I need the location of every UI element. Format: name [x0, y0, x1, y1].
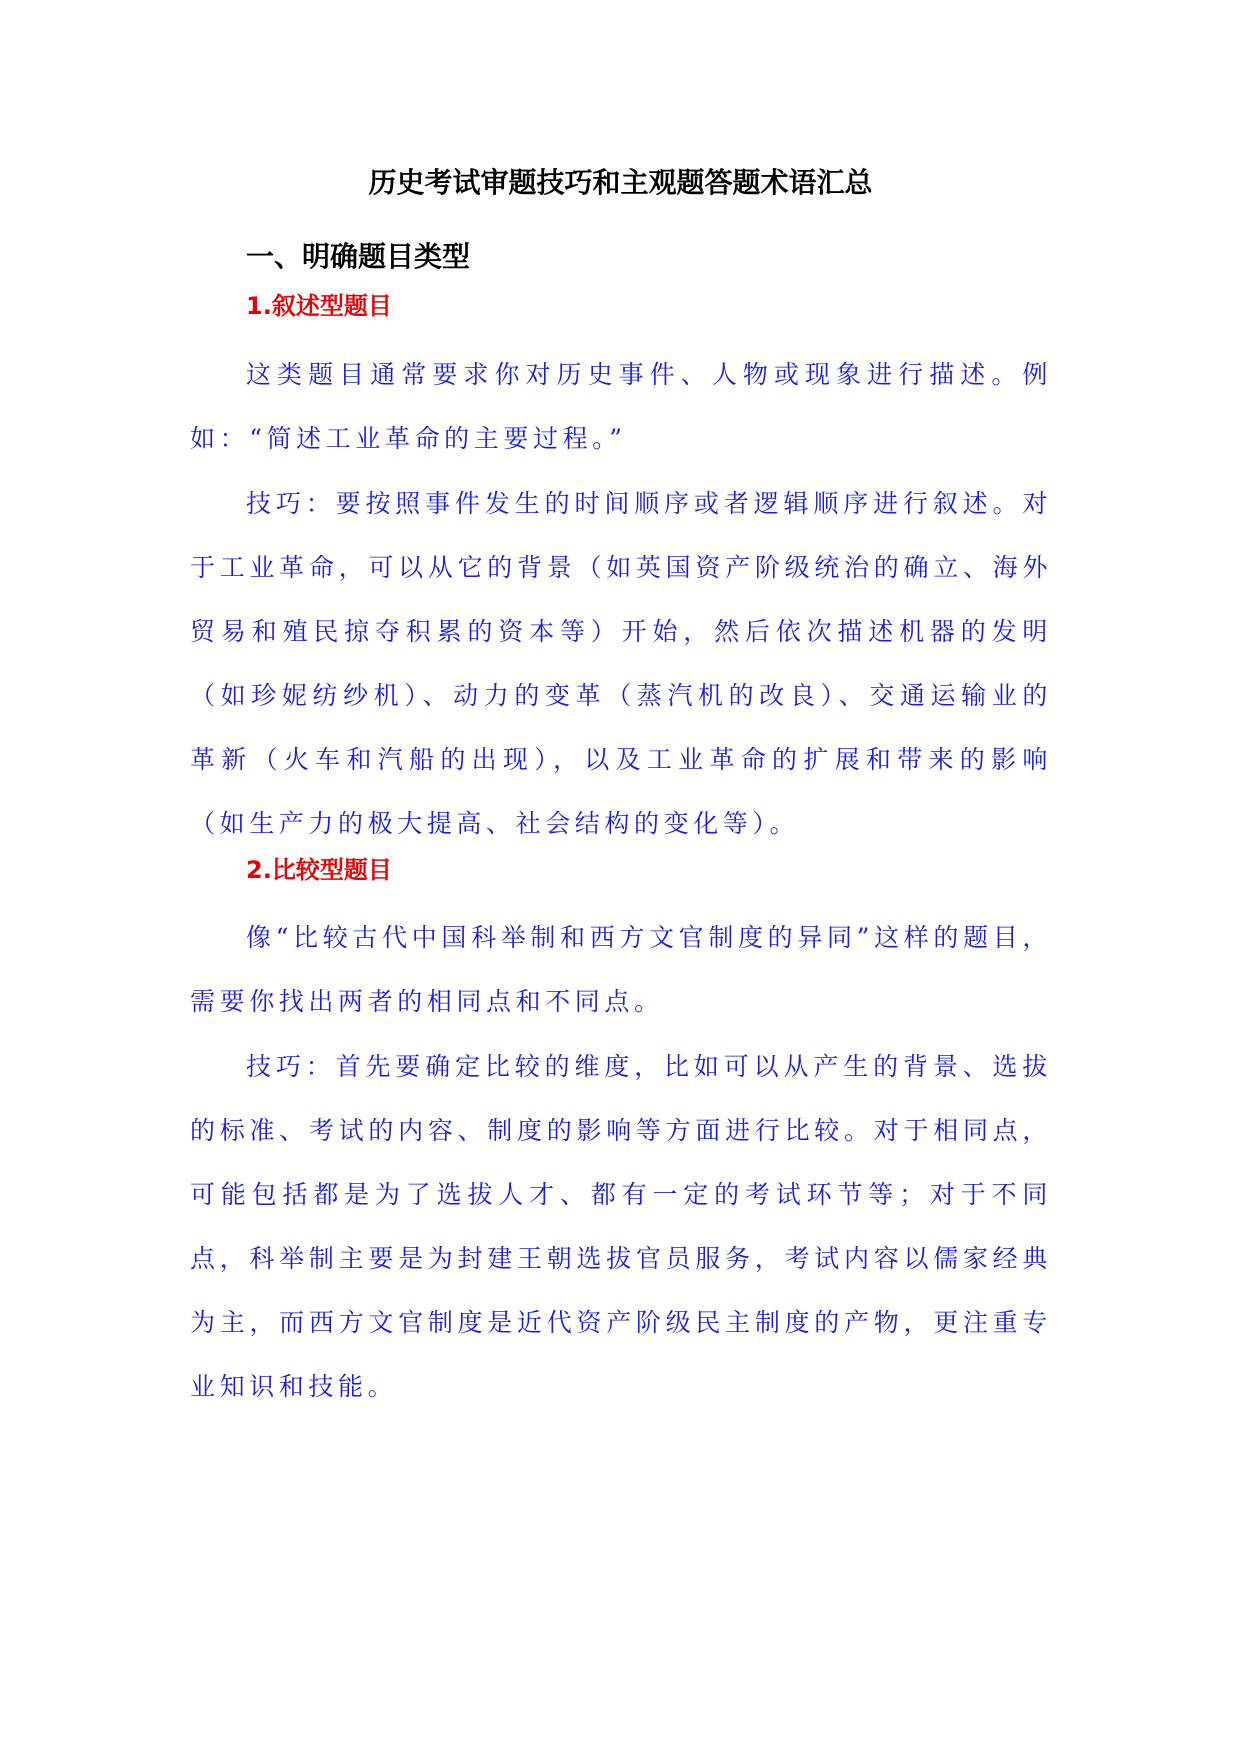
subsection-heading-comparison: 2.比较型题目 [246, 856, 392, 884]
subsection-heading-narrative: 1.叙述型题目 [246, 292, 392, 320]
paragraph-comparison-description: 像“比较古代中国科举制和西方文官制度的异同”这样的题目，需要你找出两者的相同点和不同点。 [190, 923, 1052, 1016]
paragraph-narrative-technique: 技巧：要按照事件发生的时间顺序或者逻辑顺序进行叙述。对于工业革命，可以从它的背景（如英国资产阶级统治的确立、海外贸易和殖民掠夺积累的资本等）开始，然后依次描述机器的发明（如珍妮纺纱机）、动力的变革（蒸汽机的改良）、交通运输业的革新（火车和汽船的出现），以及工业革命的扩展和带来的影响（如生产力的极大提高、社会结构的变化等）。 [190, 489, 1052, 838]
paragraph-comparison-technique: 技巧：首先要确定比较的维度，比如可以从产生的背景、选拔的标准、考试的内容、制度的影响等方面进行比较。对于相同点，可能包括都是为了选拔人才、都有一定的考试环节等；对于不同点，科举制主要是为封建王朝选拔官员服务，考试内容以儒家经典为主，而西方文官制度是近代资产阶级民主制度的产物，更注重专业知识和技能。 [190, 1052, 1052, 1401]
paragraph-narrative-description: 这类题目通常要求你对历史事件、人物或现象进行描述。例如：“简述工业革命的主要过程。” [190, 360, 1052, 453]
section-heading-clarify-question-type: 一、明确题目类型 [246, 240, 471, 273]
document-title: 历史考试审题技巧和主观题答题术语汇总 [368, 166, 873, 199]
